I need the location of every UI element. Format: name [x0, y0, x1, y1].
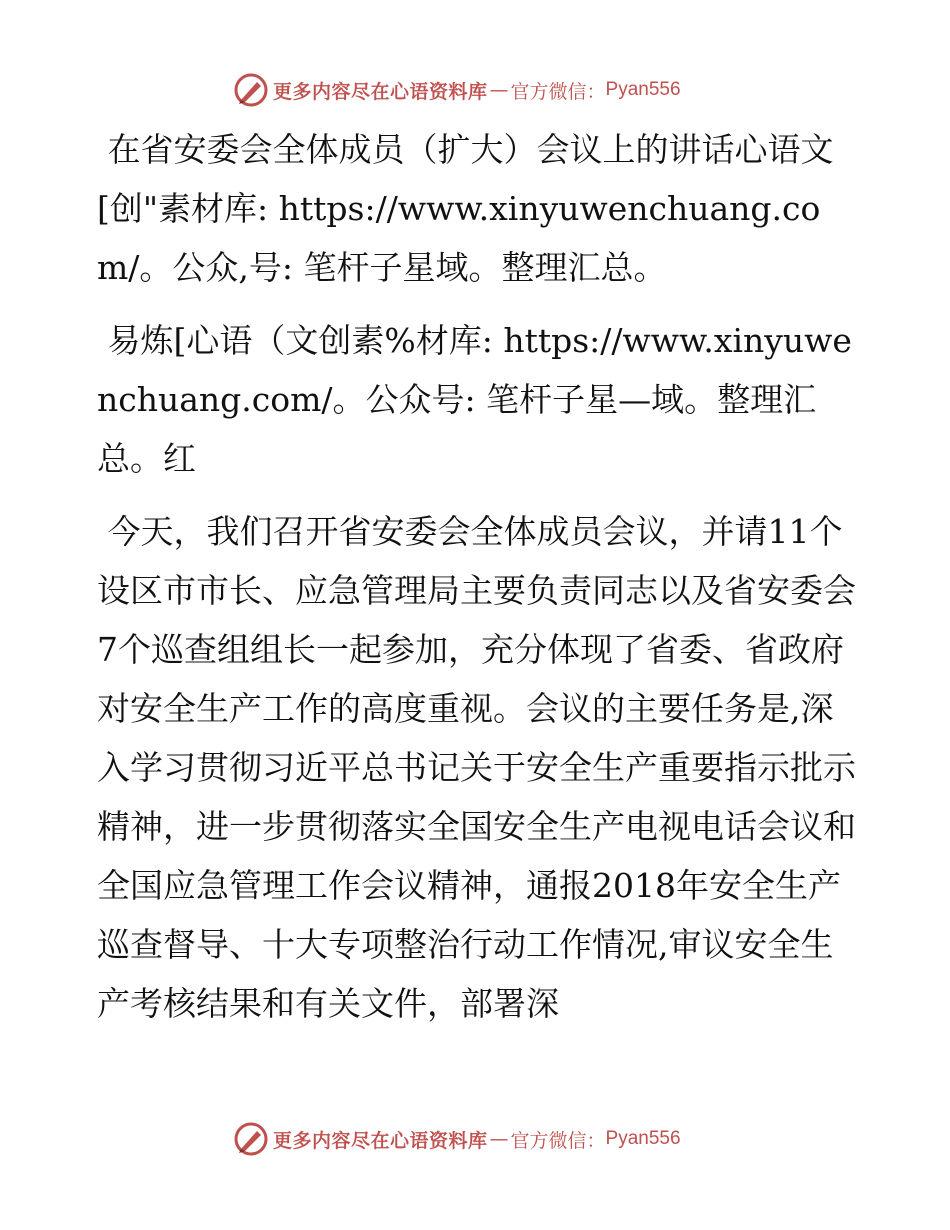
- banner-text: 更多内容尽在心语资料库: [273, 80, 488, 103]
- pen-logo-icon: [233, 72, 269, 108]
- paragraph-body: 今天，我们召开省安委会全体成员会议，并请11个设区市市长、应急管理局主要负责同志以及省安委会7个巡查组组长一起参加，充分体现了省委、省政府对安全生产工作的高度重视。会议的主要任务是,深入学习贯彻习近平总书记关于安全生产重要指示批示精神，进一步贯彻落实全国安全生产电视电话会议和全国应急管理工作会议精神，通报2018年安全生产巡查督导、十大专项整治行动工作情况,审议安全生产考核结果和有关文件，部署深: [97, 512, 856, 1023]
- document-body: [97, 120, 857, 1033]
- banner-wechat-id: Pyan556: [605, 1128, 681, 1149]
- footer-banner: [233, 1121, 681, 1157]
- pen-logo-icon: [233, 1121, 269, 1157]
- banner-separator: —: [489, 1128, 509, 1150]
- banner-label: 官方微信：: [510, 80, 606, 103]
- banner-wechat-id: Pyan556: [605, 79, 681, 100]
- paragraph-source: 易炼[心语（文创素%材库: https://www.xinyuwenchuang.com/。公众号: 笔杆子星—域。整理汇总。红: [97, 321, 852, 478]
- banner-separator: —: [489, 79, 509, 101]
- banner-text: 更多内容尽在心语资料库: [273, 1129, 488, 1152]
- banner-label: 官方微信：: [510, 1129, 606, 1152]
- header-banner: [233, 72, 681, 108]
- paragraph-title: 在省安委会全体成员（扩大）会议上的讲话心语文[创"素材库: https://www.xinyuwenchuang.com/。公众,号: 笔杆子星域。整理汇总。: [97, 130, 834, 287]
